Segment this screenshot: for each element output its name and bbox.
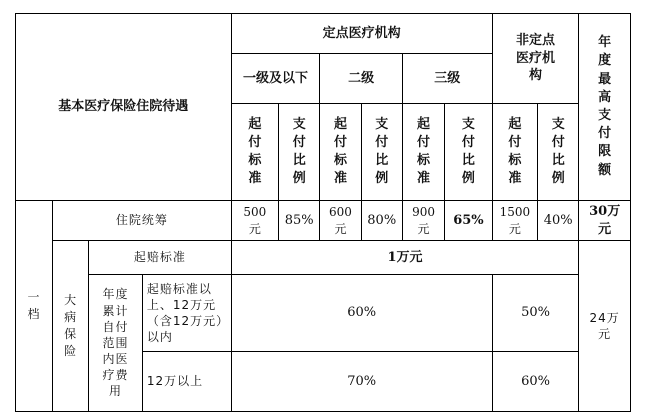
critical-illness-label	[53, 241, 89, 412]
band1-label: 起赔标准以上、12万元（含12万元）以内	[142, 275, 231, 352]
inpatient-max-value	[579, 201, 631, 241]
critical-max-value-text: 24万元	[589, 310, 620, 341]
deductible-label: 起赔标准	[89, 241, 231, 275]
annual-max-limit-text: 年度最高支付限额	[598, 35, 612, 178]
lvl1-threshold-text: 起付标准	[248, 116, 262, 187]
lvl1-ratio-text: 支付比例	[292, 116, 306, 187]
level-2-header: 二级	[320, 54, 403, 104]
lvl2-threshold-value-text: 600元	[329, 205, 352, 236]
lvl1-threshold-value-text: 500元	[243, 205, 267, 236]
lvl3-ratio-text: 支付比例	[461, 116, 475, 187]
table-title: 基本医疗保险住院待遇	[16, 14, 232, 201]
lvl2-ratio-text: 支付比例	[375, 116, 389, 187]
non-threshold-value-text: 1500元	[499, 205, 531, 236]
non-ratio-text: 支付比例	[551, 116, 565, 187]
band2-label: 12万以上	[142, 352, 231, 412]
level-1-header: 一级及以下	[231, 54, 320, 104]
lvl3-threshold-value-text: 900元	[412, 205, 435, 236]
non-threshold-header	[492, 104, 537, 201]
tier-text: 一档	[27, 290, 41, 321]
lvl3-threshold-value	[402, 201, 444, 241]
designated-institutions-header: 定点医疗机构	[231, 14, 492, 54]
tier-label	[16, 201, 53, 412]
inpatient-max-value-text: 30万元	[589, 203, 621, 237]
non-designated-text: 非定点医疗机构	[516, 33, 556, 84]
critical-max-value	[579, 241, 631, 412]
deductible-value: 1万元	[231, 241, 579, 275]
annual-max-limit-header	[579, 14, 631, 201]
lvl1-threshold-value	[231, 201, 278, 241]
lvl1-ratio-value: 85%	[279, 201, 320, 241]
lvl3-threshold-text: 起付标准	[417, 116, 431, 187]
band1-non-value: 50%	[492, 275, 579, 352]
non-ratio-value: 40%	[538, 201, 579, 241]
band1-designated-value: 60%	[231, 275, 492, 352]
non-designated-header	[492, 14, 579, 104]
lvl3-ratio-header	[445, 104, 493, 201]
lvl2-threshold-value	[320, 201, 361, 241]
band2-designated-value: 70%	[231, 352, 492, 412]
critical-illness-text: 大病保险	[64, 293, 78, 358]
non-ratio-header	[538, 104, 579, 201]
lvl1-ratio-header	[279, 104, 320, 201]
lvl1-threshold-header	[231, 104, 278, 201]
band2-non-value: 60%	[492, 352, 579, 412]
lvl3-ratio-value: 65%	[445, 201, 493, 241]
non-threshold-value	[492, 201, 537, 241]
insurance-benefits-table	[15, 13, 631, 412]
lvl2-ratio-header	[361, 104, 402, 201]
inpatient-pool-label: 住院统筹	[53, 201, 231, 241]
annual-cost-text: 年度累计自付范围内医疗费用	[102, 287, 129, 399]
lvl2-ratio-value: 80%	[361, 201, 402, 241]
non-threshold-text: 起付标准	[508, 116, 522, 187]
level-3-header: 三级	[402, 54, 492, 104]
annual-cost-label	[89, 275, 143, 412]
lvl2-threshold-text: 起付标准	[333, 116, 347, 187]
lvl3-threshold-header	[402, 104, 444, 201]
lvl2-threshold-header	[320, 104, 361, 201]
